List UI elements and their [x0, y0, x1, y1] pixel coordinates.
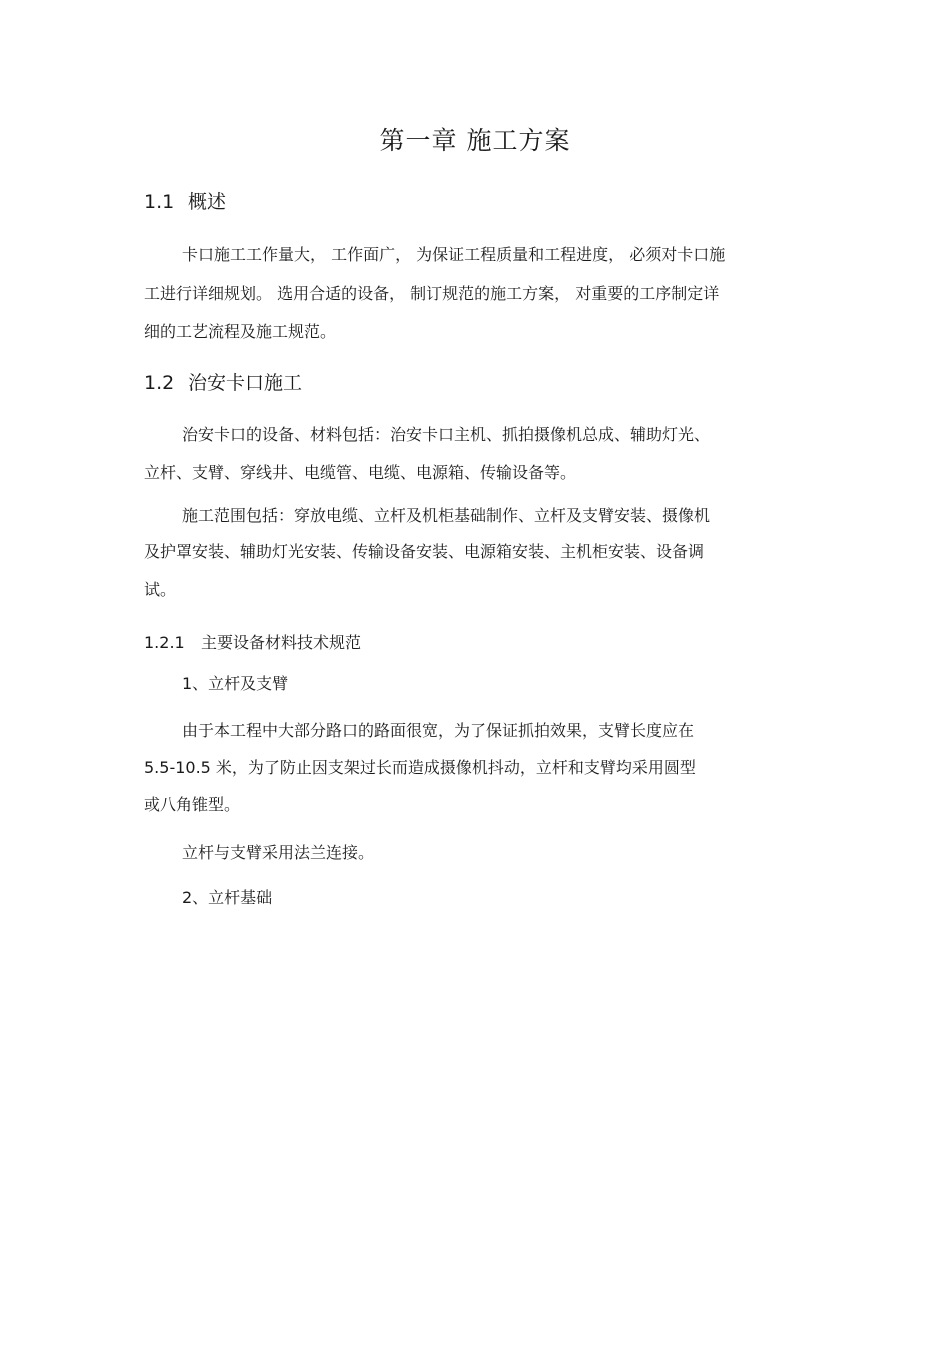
chapter-title: 第一章 施工方案	[379, 126, 571, 155]
paragraph-line: 细的工艺流程及施工规范。	[144, 322, 337, 341]
paragraph-line: 及护罩安装、辅助灯光安装、传输设备安装、电源箱安装、主机柜安装、设备调	[144, 542, 705, 561]
list-item-title: 1、立杆及支臂	[182, 674, 289, 693]
section-number: 1.1	[144, 191, 175, 213]
section-title: 概述	[188, 191, 227, 213]
paragraph-line: 工进行详细规划。 选用合适的设备， 制订规范的施工方案， 对重要的工序制定详	[144, 284, 720, 303]
subsection-heading-1-2-1	[144, 632, 361, 654]
section-number: 1.2	[144, 372, 175, 394]
paragraph-line: 由于本工程中大部分路口的路面很宽，为了保证抓拍效果，支臂长度应在	[182, 721, 695, 740]
paragraph-line: 或八角锥型。	[144, 795, 241, 814]
section-heading-1-1	[144, 189, 226, 215]
section-heading-1-2	[144, 370, 302, 396]
paragraph-line: 立杆与支臂采用法兰连接。	[182, 843, 375, 862]
paragraph-line: 试。	[144, 580, 177, 599]
subsection-title: 主要设备材料技术规范	[201, 633, 362, 652]
subsection-number: 1.2.1	[144, 633, 185, 652]
list-item-title: 2、立杆基础	[182, 888, 273, 907]
section-title: 治安卡口施工	[188, 372, 303, 394]
paragraph-line: 立杆、支臂、穿线井、电缆管、电缆、电源箱、传输设备等。	[144, 463, 577, 482]
paragraph-line: 施工范围包括：穿放电缆、立杆及机柜基础制作、立杆及支臂安装、摄像机	[182, 506, 711, 525]
paragraph-line: 卡口施工工作量大， 工作面广， 为保证工程质量和工程进度， 必须对卡口施	[182, 245, 726, 264]
paragraph-line: 治安卡口的设备、材料包括：治安卡口主机、抓拍摄像机总成、辅助灯光、	[182, 425, 711, 444]
paragraph-line: 5.5-10.5 米，为了防止因支架过长而造成摄像机抖动，立杆和支臂均采用圆型	[144, 758, 696, 777]
